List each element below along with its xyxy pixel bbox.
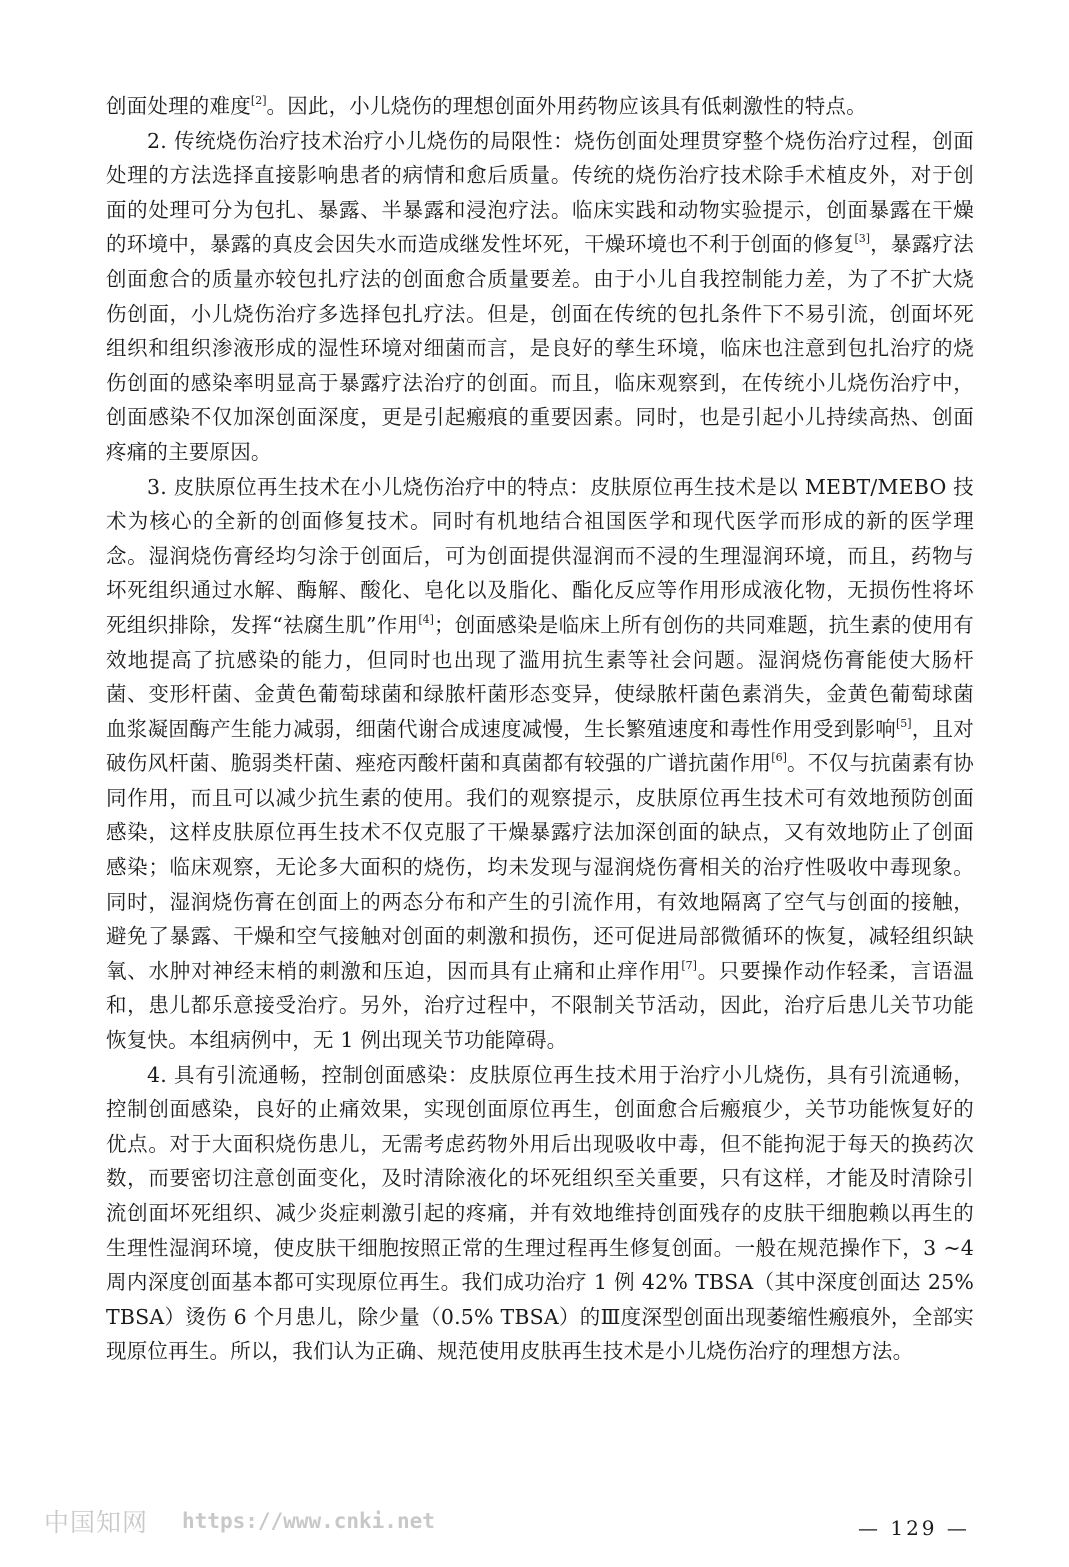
text-run: 。因此，小儿烧伤的理想创面外用药物应该具有低刺激性的特点。	[266, 94, 867, 118]
cnki-logo-text: 中国知网	[44, 1508, 149, 1537]
paragraph-section-2	[106, 124, 974, 470]
citation-ref: [6]	[771, 751, 787, 765]
page-number: — 129 —	[858, 1516, 970, 1540]
text-run: 4. 具有引流通畅，控制创面感染：皮肤原位再生技术用于治疗小儿烧伤，具有引流通畅，控制创面感染，良好的止痛效果，实现创面原位再生，创面愈合后瘢痕少，关节功能恢复好的优点。对于大面积烧伤患儿，无需考虑药物外用后出现吸收中毒，但不能拘泥于每天的换药次数，而要密切注意创面变化，及时清除液化的坏死组织至关重要，只有这样，才能及时清除引流创面坏死组织、减少炎症刺激引起的疼痛，并有效地维持创面残存的皮肤干细胞赖以再生的生理性湿润环境，使皮肤干细胞按照正常的生理过程再生修复创面。一般在规范操作下，3 ~4 周内深度创面基本都可实现原位再生。我们成功治疗 1 例 42% TBSA（其中深度创面达 25% TBSA）烫伤 6 个月患儿，除少量（0.5% TBSA）的Ⅲ度深型创面出现萎缩性瘢痕外，全部实现原位再生。所以，我们认为正确、规范使用皮肤再生技术是小儿烧伤治疗的理想方法。	[106, 1062, 974, 1364]
cnki-watermark	[44, 1503, 435, 1539]
cnki-url[interactable]: https://www.cnki.net	[182, 1509, 435, 1533]
citation-ref: [2]	[250, 94, 267, 107]
citation-ref: [4]	[418, 612, 434, 626]
paragraph-section-3	[106, 470, 974, 1058]
text-run: ，暴露疗法创面愈合的质量亦较包扎疗法的创面愈合质量要差。由于小儿自我控制能力差，为了不扩大烧伤创面，小儿烧伤治疗多选择包扎疗法。但是，创面在传统的包扎条件下不易引流，创面坏死组织和组织渗液形成的湿性环境对细菌而言，是良好的孳生环境，临床也注意到包扎治疗的烧伤创面的感染率明显高于暴露疗法治疗的创面。而且，临床观察到，在传统小儿烧伤治疗中，创面感染不仅加深创面深度，更是引起瘢痕的重要因素。同时，也是引起小儿持续高热、创面疼痛的主要原因。	[106, 232, 974, 464]
body-text	[106, 89, 974, 1369]
text-run: ，且对破伤风杆菌、脆弱类杆菌、痤疮丙酸杆菌和真菌都有较强的广谱抗菌作用	[106, 716, 974, 776]
text-run: 3. 皮肤原位再生技术在小儿烧伤治疗中的特点：皮肤原位再生技术是以 MEBT/MEBO 技术为核心的全新的创面修复技术。同时有机地结合祖国医学和现代医学而形成的新的医学理念。湿润烧伤膏经均匀涂于创面后，可为创面提供湿润而不浸的生理湿润环境，而且，药物与坏死组织通过水解、酶解、酸化、皂化以及脂化、酯化反应等作用形成液化物，无损伤性将坏死组织排除，发挥“祛腐生肌”作用	[106, 474, 974, 637]
citation-ref: [3]	[854, 232, 871, 246]
text-run: ；创面感染是临床上所有创伤的共同难题，抗生素的使用有效地提高了抗感染的能力，但同时也出现了滥用抗生素等社会问题。湿润烧伤膏能使大肠杆菌、变形杆菌、金黄色葡萄球菌和绿脓杆菌形态变异，使绿脓杆菌色素消失，金黄色葡萄球菌血浆凝固酶产生能力减弱，细菌代谢合成速度减慢，生长繁殖速度和毒性作用受到影响	[106, 612, 974, 741]
text-run: 创面处理的难度	[106, 94, 251, 118]
text-run: 2. 传统烧伤治疗技术治疗小儿烧伤的局限性：烧伤创面处理贯穿整个烧伤治疗过程，创面处理的方法选择直接影响患者的病情和愈后质量。传统的烧伤治疗技术除手术植皮外，对于创面的处理可分为包扎、暴露、半暴露和浸泡疗法。临床实践和动物实验提示，创面暴露在干燥的环境中，暴露的真皮会因失水而造成继发性坏死，干燥环境也不利于创面的修复	[106, 128, 974, 257]
citation-ref: [5]	[896, 716, 912, 730]
citation-ref: [7]	[681, 958, 697, 972]
text-run: 。只要操作动作轻柔，言语温和，患儿都乐意接受治疗。另外，治疗过程中，不限制关节活动，因此，治疗后患儿关节功能恢复快。本组病例中，无 1 例出现关节功能障碍。	[106, 958, 974, 1053]
text-run: 。不仅与抗菌素有协同作用，而且可以减少抗生素的使用。我们的观察提示，皮肤原位再生技术可有效地预防创面感染，这样皮肤原位再生技术不仅克服了干燥暴露疗法加深创面的缺点，又有效地防止了创面感染；临床观察，无论多大面积的烧伤，均未发现与湿润烧伤膏相关的治疗性吸收中毒现象。同时，湿润烧伤膏在创面上的两态分布和产生的引流作用，有效地隔离了空气与创面的接触，避免了暴露、干燥和空气接触对创面的刺激和损伤，还可促进局部微循环的恢复，减轻组织缺氧、水肿对神经末梢的刺激和压迫，因而具有止痛和止痒作用	[106, 751, 974, 983]
paragraph-section-4	[106, 1058, 974, 1369]
paragraph-continuation	[106, 89, 974, 124]
